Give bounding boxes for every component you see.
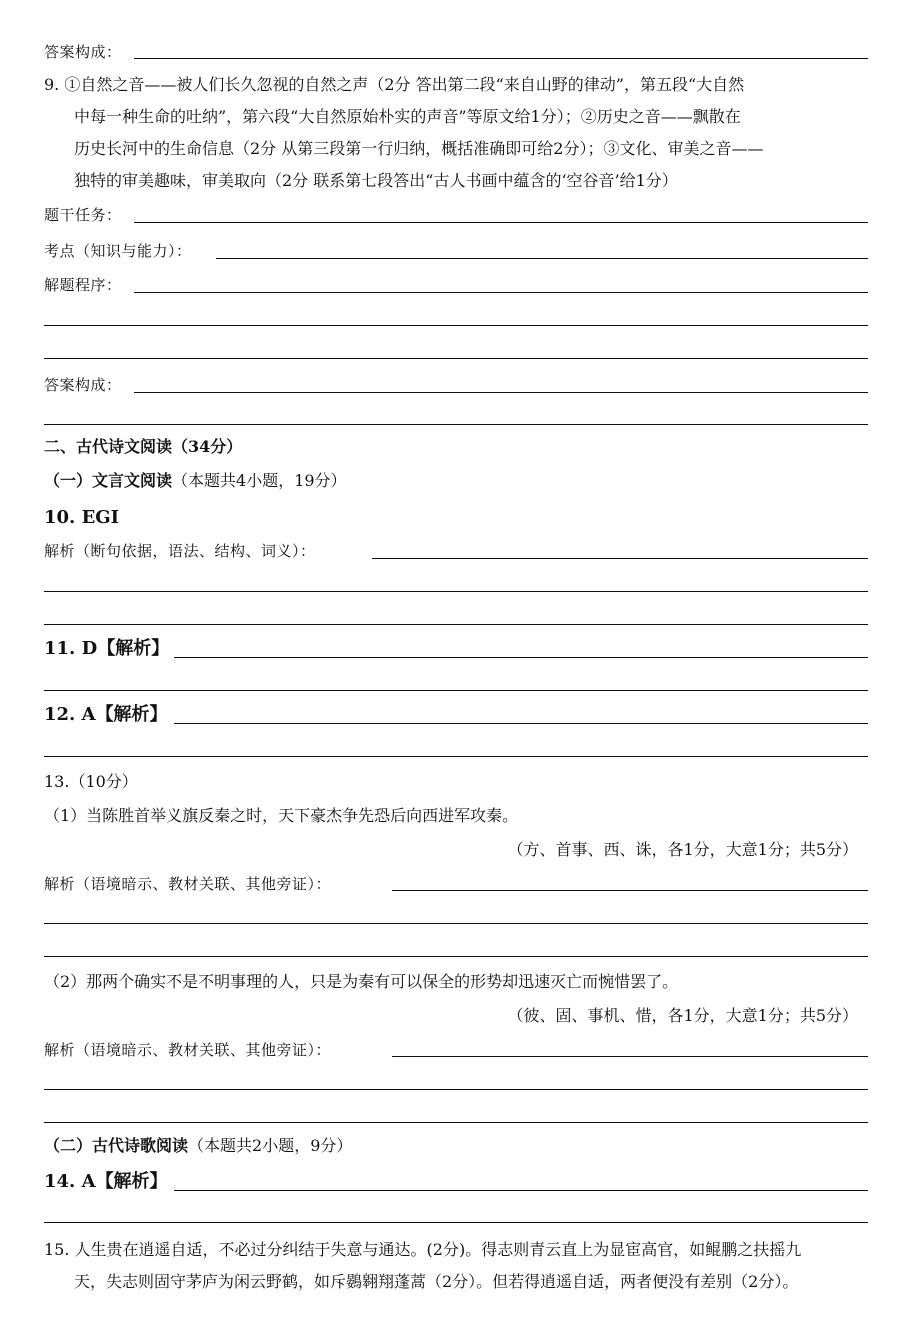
section-title: 二、古代诗文阅读（34分） (44, 437, 243, 456)
q13-title: 13.（10分） (44, 772, 138, 791)
subsection-title: （一）文言文阅读 (44, 471, 173, 490)
q9-answer-line-3: 历史长河中的生命信息（2分 从第三段第一行归纳，概括准确即可给2分）；③文化、审美之音—— (74, 139, 764, 158)
procedure-line[interactable] (44, 358, 868, 359)
analysis-line[interactable] (44, 591, 868, 592)
analysis-line[interactable] (392, 890, 868, 891)
subsection-note: （本题共2小题，9分） (188, 1136, 353, 1155)
analysis-label: 解析（语境暗示、教材关联、其他旁证）： (44, 875, 332, 893)
analysis-line[interactable] (44, 923, 868, 924)
analysis-line[interactable] (44, 624, 868, 625)
task-line[interactable] (134, 222, 868, 223)
subsection-note: （本题共4小题，19分） (172, 471, 347, 490)
q9-answer-line-2: 中每一种生命的吐纳”，第六段“大自然原始朴实的声音”等原文给1分）；②历史之音——飘散在 (74, 107, 741, 126)
procedure-line[interactable] (44, 325, 868, 326)
analysis-label: 解析（断句依据，语法、结构、词义）： (44, 542, 316, 560)
analysis-line[interactable] (44, 1122, 868, 1123)
q14-number: 14. A (44, 1171, 96, 1192)
procedure-line[interactable] (134, 292, 868, 293)
q9-answer-line-1: 9. ①自然之音——被人们长久忽视的自然之声（2分 答出第二段“来自山野的律动”，第五段“大自然 (44, 75, 745, 94)
knowledge-point-line[interactable] (216, 258, 868, 259)
analysis-line[interactable] (44, 956, 868, 957)
analysis-line[interactable] (44, 1089, 868, 1090)
analysis-line[interactable] (44, 756, 868, 757)
analysis-tag: 【解析】 (97, 638, 170, 659)
analysis-line[interactable] (174, 657, 868, 658)
analysis-line[interactable] (392, 1056, 868, 1057)
answer-construction-label: 答案构成： (44, 43, 122, 61)
answer-line[interactable] (134, 58, 868, 59)
analysis-tag: 【解析】 (95, 1171, 168, 1192)
subsection-header (44, 1136, 352, 1156)
knowledge-point-label: 考点（知识与能力）： (44, 242, 192, 260)
q11-number: 11. D (44, 638, 98, 659)
analysis-line[interactable] (174, 1190, 868, 1191)
q13-translation-2: （2）那两个确实不是不明事理的人，只是为秦有可以保全的形势却迅速灭亡而惋惜罢了。 (44, 972, 679, 991)
task-label: 题干任务： (44, 206, 122, 224)
q13-translation-1: （1）当陈胜首举义旗反秦之时，天下豪杰争先恐后向西进军攻秦。 (44, 806, 519, 825)
answer-line[interactable] (44, 424, 868, 425)
analysis-label: 解析（语境暗示、教材关联、其他旁证）： (44, 1041, 332, 1059)
subsection-header (44, 471, 347, 491)
q12-answer (44, 705, 168, 725)
analysis-line[interactable] (44, 690, 868, 691)
q13-score-2: （彼、固、事机、惜，各1分，大意1分；共5分） (507, 1006, 858, 1025)
q15-answer-line-2: 天，失志则固守茅庐为闲云野鹤，如斥鷃翱翔蓬蒿（2分）。但若得逍遥自适，两者便没有差别（2分）。 (74, 1272, 799, 1291)
q11-answer (44, 639, 169, 659)
q12-number: 12. A (44, 704, 96, 725)
analysis-tag: 【解析】 (95, 704, 168, 725)
analysis-line[interactable] (174, 723, 868, 724)
answer-line[interactable] (134, 392, 868, 393)
analysis-line[interactable] (44, 1222, 868, 1223)
analysis-line[interactable] (372, 558, 868, 559)
q13-score-1: （方、首事、西、诛，各1分，大意1分；共5分） (507, 840, 858, 859)
q10-answer: 10. EGI (44, 507, 120, 528)
q15-answer-line-1: 15. 人生贵在逍遥自适，不必过分纠结于失意与通达。(2分)。得志则青云直上为显宦高官，如鲲鹏之扶摇九 (44, 1240, 802, 1259)
q9-answer-line-4: 独特的审美趣味，审美取向（2分 联系第七段答出“古人书画中蕴含的‘空谷音’给1分） (74, 171, 678, 190)
answer-construction-label: 答案构成： (44, 376, 122, 394)
procedure-label: 解题程序： (44, 276, 122, 294)
subsection-title: （二）古代诗歌阅读 (44, 1136, 189, 1155)
q14-answer (44, 1172, 168, 1192)
